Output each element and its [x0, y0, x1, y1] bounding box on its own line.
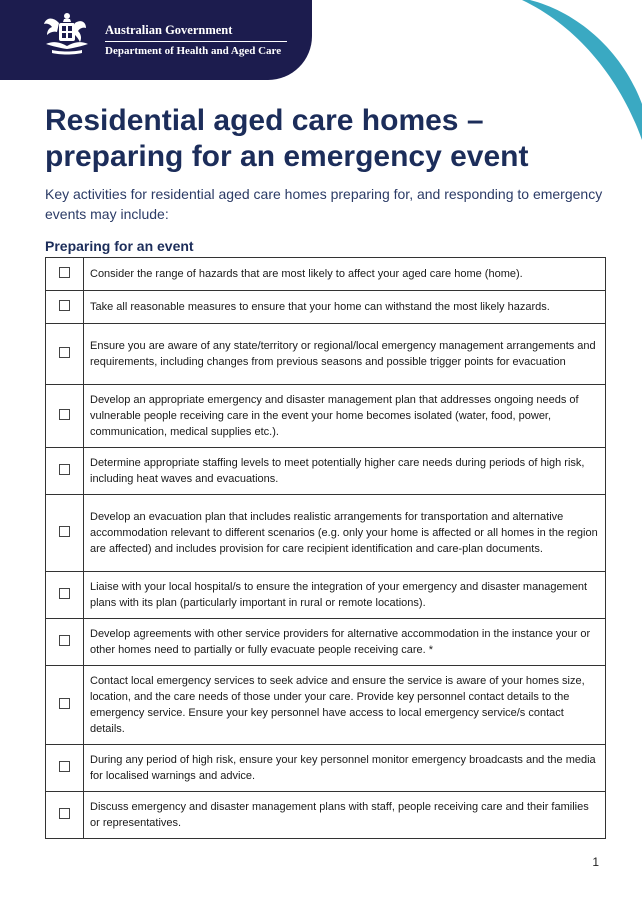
- checkbox-cell: [46, 385, 84, 448]
- checklist-row: [46, 792, 606, 839]
- checkbox-cell: [46, 619, 84, 666]
- checkbox[interactable]: [59, 267, 70, 278]
- checklist-item-text: During any period of high risk, ensure your key personnel monitor emergency broadcasts and the media for localised warnings and advice.: [84, 745, 606, 792]
- checklist-table: [45, 257, 606, 839]
- intro-text: Key activities for residential aged care homes preparing for, and responding to emergency events may include:: [45, 186, 603, 222]
- checklist-item-text: Consider the range of hazards that are most likely to affect your aged care home (home).: [84, 258, 606, 291]
- checklist-row: [46, 572, 606, 619]
- title-line-2: preparing for an emergency event: [45, 140, 529, 173]
- checklist-row: [46, 495, 606, 572]
- checklist-row: [46, 324, 606, 385]
- checklist-row: [46, 291, 606, 324]
- checklist-item-text: Liaise with your local hospital/s to ensure the integration of your emergency and disaster management plans with its plan (particularly important in rural or remote locations).: [84, 572, 606, 619]
- header-divider: [105, 41, 287, 42]
- checkbox[interactable]: [59, 698, 70, 709]
- checklist-item-text: Develop agreements with other service providers for alternative accommodation in the instance your or other homes need to partially or fully evacuate people receiving care. *: [84, 619, 606, 666]
- checklist-item-text: Develop an evacuation plan that includes realistic arrangements for transportation and alternative accommodation relevant to different scenarios (e.g. only your home is affected or all homes in the region are affected) and includes provision for care recipient identification and care-plan documents.: [84, 495, 606, 572]
- checkbox-cell: [46, 792, 84, 839]
- checkbox[interactable]: [59, 347, 70, 358]
- checkbox[interactable]: [59, 409, 70, 420]
- checklist-row: [46, 258, 606, 291]
- checklist-item-text: Ensure you are aware of any state/territory or regional/local emergency management arrangements and requirements, including changes from previous seasons and possible trigger points for evacuation: [84, 324, 606, 385]
- checkbox[interactable]: [59, 300, 70, 311]
- page-title: [45, 103, 605, 175]
- checkbox-cell: [46, 745, 84, 792]
- checkbox-cell: [46, 495, 84, 572]
- government-banner: [0, 0, 312, 80]
- checklist-item-text: Develop an appropriate emergency and disaster management plan that addresses ongoing needs of vulnerable people receiving care in the event your home becomes isolated (water, food, power, communication, medical supplies etc.).: [84, 385, 606, 448]
- checkbox-cell: [46, 448, 84, 495]
- checklist-item-text: Contact local emergency services to seek advice and ensure the service is aware of your homes size, location, and the care needs of those under your care. Provide key personnel contact details to the emergency service. Ensure your key personnel have access to local emergency service/s contact details.: [84, 666, 606, 745]
- checkbox[interactable]: [59, 464, 70, 475]
- title-line-1: Residential aged care homes –: [45, 104, 484, 137]
- checklist-item-text: Determine appropriate staffing levels to meet potentially higher care needs during periods of high risk, including heat waves and evacuations.: [84, 448, 606, 495]
- page-number: 1: [592, 855, 599, 869]
- department-name: Department of Health and Aged Care: [105, 45, 282, 57]
- checkbox[interactable]: [59, 635, 70, 646]
- checkbox[interactable]: [59, 526, 70, 537]
- checklist-row: [46, 448, 606, 495]
- checklist-row: [46, 619, 606, 666]
- checklist-row: [46, 666, 606, 745]
- checklist-row: [46, 745, 606, 792]
- checkbox-cell: [46, 291, 84, 324]
- checklist-row: [46, 385, 606, 448]
- coat-of-arms-icon: [38, 10, 96, 60]
- section-heading: Preparing for an event: [45, 238, 194, 254]
- checkbox-cell: [46, 666, 84, 745]
- government-name: Australian Government: [105, 23, 233, 37]
- checkbox-cell: [46, 324, 84, 385]
- checkbox-cell: [46, 572, 84, 619]
- checkbox-cell: [46, 258, 84, 291]
- checkbox[interactable]: [59, 761, 70, 772]
- checkbox[interactable]: [59, 588, 70, 599]
- checkbox[interactable]: [59, 808, 70, 819]
- checklist-item-text: Discuss emergency and disaster management plans with staff, people receiving care and their families or representatives.: [84, 792, 606, 839]
- checklist-item-text: Take all reasonable measures to ensure that your home can withstand the most likely hazards.: [84, 291, 606, 324]
